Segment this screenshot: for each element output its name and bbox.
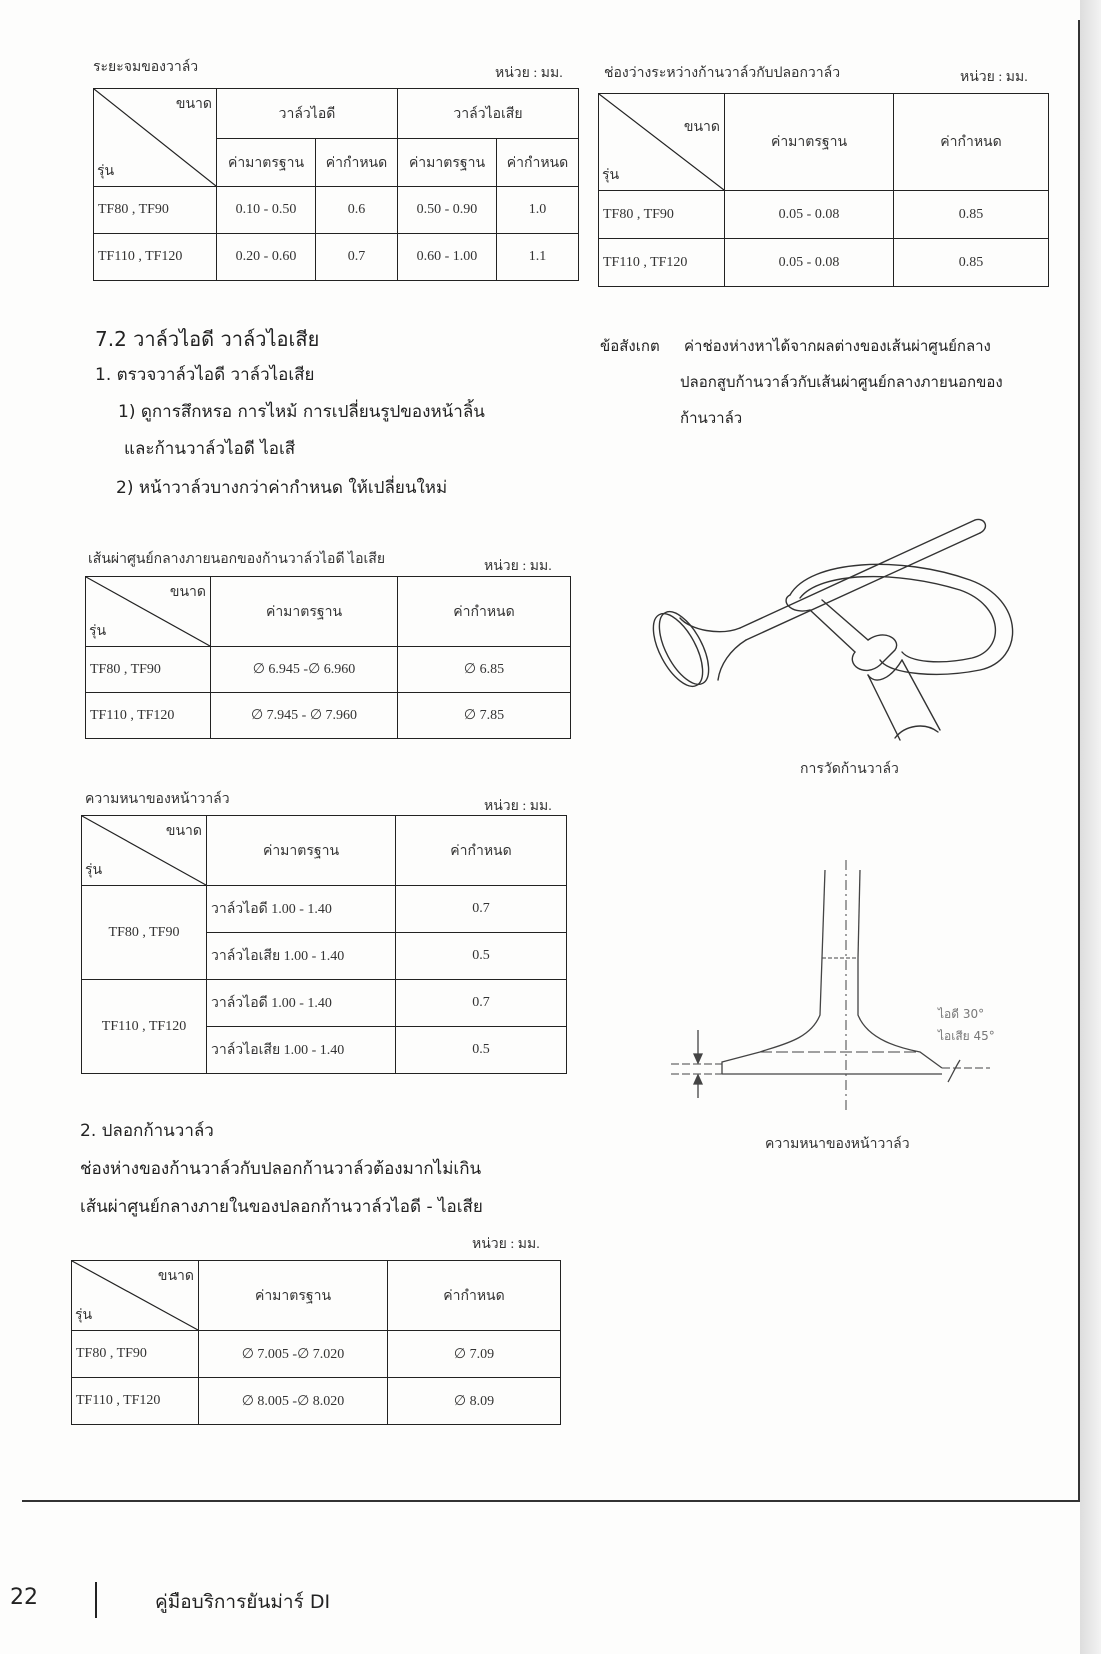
value-cell: 0.5: [396, 933, 567, 980]
model-cell: TF80 , TF90: [94, 187, 217, 234]
corner-size-label: ขนาด: [683, 120, 720, 135]
corner-cell: [82, 816, 207, 886]
value-cell: ∅ 7.945 - ∅ 7.960: [211, 693, 398, 739]
corner-cell: [599, 94, 725, 191]
value-cell: ∅ 7.005 -∅ 7.020: [199, 1331, 388, 1378]
value-cell: ∅ 6.945 -∅ 6.960: [211, 647, 398, 693]
table-row: [94, 187, 579, 234]
corner-size-label: ขนาด: [157, 1269, 194, 1284]
note-line-1: ค่าช่องห่างหาได้จากผลต่างของเส้นผ่าศูนย์กลาง: [684, 337, 991, 355]
value-cell: 0.7: [396, 886, 567, 933]
sub-header: ค่ามาตรฐาน: [217, 139, 316, 187]
value-cell: ∅ 7.09: [388, 1331, 561, 1378]
corner-model-label: รุ่น: [602, 168, 620, 183]
table-row: [599, 191, 1049, 239]
value-cell: 0.05 - 0.08: [725, 191, 894, 239]
value-cell: 0.10 - 0.50: [217, 187, 316, 234]
value-cell: 0.6: [316, 187, 398, 234]
model-cell: TF80 , TF90: [86, 647, 211, 693]
corner-cell: [72, 1261, 199, 1331]
header-limit: ค่ากำหนด: [398, 577, 571, 647]
table-row: [82, 980, 567, 1027]
value-cell: 0.85: [894, 191, 1049, 239]
section-title: 7.2 วาล์วไอดี วาล์วไอเสีย: [95, 327, 320, 351]
value-cell: 0.5: [396, 1027, 567, 1074]
table-row: [86, 647, 571, 693]
corner-model-label: รุ่น: [85, 863, 103, 878]
stem-od-table: [85, 576, 571, 739]
header-standard: ค่ามาตรฐาน: [207, 816, 396, 886]
value-cell: วาล์วไอดี 1.00 - 1.40: [207, 980, 396, 1027]
value-cell: ∅ 7.85: [398, 693, 571, 739]
header-standard: ค่ามาตรฐาน: [199, 1261, 388, 1331]
angle-exhaust-label: ไอเสีย 45°: [938, 1029, 995, 1043]
corner-model-label: รุ่น: [89, 624, 107, 639]
valve-face-thickness-caption: ความหนาของหน้าวาล์ว: [765, 1136, 910, 1152]
model-cell: TF80 , TF90: [599, 191, 725, 239]
section-item-1: 1. ตรวจวาล์วไอดี วาล์วไอเสีย: [95, 365, 315, 385]
header-standard: ค่ามาตรฐาน: [211, 577, 398, 647]
clearance-caption: ช่องว่างระหว่างก้านวาล์วกับปลอกวาล์ว: [604, 66, 841, 81]
model-cell: TF80 , TF90: [72, 1331, 199, 1378]
corner-cell: [94, 89, 217, 187]
section-item-1-2: 2) หน้าวาล์วบางกว่าค่ากำหนด ให้เปลี่ยนใหม่: [116, 478, 448, 498]
value-cell: 0.20 - 0.60: [217, 234, 316, 281]
section-item-2-text-b: เส้นผ่าศูนย์กลางภายในของปลอกก้านวาล์วไอดี - ไอเสีย: [80, 1197, 483, 1217]
value-cell: 0.05 - 0.08: [725, 239, 894, 287]
value-cell: 1.0: [496, 187, 578, 234]
valve-depth-table: [93, 88, 579, 281]
value-cell: ∅ 8.09: [388, 1378, 561, 1425]
value-cell: 0.85: [894, 239, 1049, 287]
face-thickness-table: [81, 815, 567, 1074]
corner-size-label: ขนาด: [169, 585, 206, 600]
stem-od-caption: เส้นผ่าศูนย์กลางภายนอกของก้านวาล์วไอดี ไอเสีย: [88, 552, 386, 567]
guide-id-unit: หน่วย : มม.: [472, 1237, 540, 1252]
footer-divider: [95, 1582, 97, 1618]
note-line-2: ปลอกสูบก้านวาล์วกับเส้นผ่าศูนย์กลางภายนอกของ: [680, 373, 1003, 391]
valve-face-thickness-diagram: [670, 850, 990, 1110]
value-cell: ∅ 8.005 -∅ 8.020: [199, 1378, 388, 1425]
sub-header: ค่ามาตรฐาน: [397, 139, 496, 187]
header-limit: ค่ากำหนด: [388, 1261, 561, 1331]
group-header-exhaust: วาล์วไอเสีย: [397, 89, 578, 139]
corner-model-label: รุ่น: [97, 164, 115, 179]
table-row: [94, 234, 579, 281]
clearance-unit: หน่วย : มม.: [960, 70, 1028, 85]
model-cell: TF80 , TF90: [82, 886, 207, 980]
table-row: [72, 1378, 561, 1425]
model-cell: TF110 , TF120: [599, 239, 725, 287]
clearance-table: [598, 93, 1049, 287]
value-cell: 0.7: [316, 234, 398, 281]
value-cell: 0.60 - 1.00: [397, 234, 496, 281]
note-label: ข้อสังเกต: [600, 337, 660, 355]
model-cell: TF110 , TF120: [94, 234, 217, 281]
value-cell: วาล์วไอดี 1.00 - 1.40: [207, 886, 396, 933]
model-cell: TF110 , TF120: [72, 1378, 199, 1425]
corner-cell: [86, 577, 211, 647]
section-item-2-text-a: ช่องห่างของก้านวาล์วกับปลอกก้านวาล์วต้องมากไม่เกิน: [80, 1159, 482, 1179]
value-cell: วาล์วไอเสีย 1.00 - 1.40: [207, 1027, 396, 1074]
model-cell: TF110 , TF120: [82, 980, 207, 1074]
sub-header: ค่ากำหนด: [316, 139, 398, 187]
value-cell: 0.7: [396, 980, 567, 1027]
value-cell: 0.50 - 0.90: [397, 187, 496, 234]
header-limit: ค่ากำหนด: [894, 94, 1049, 191]
stem-od-unit: หน่วย : มม.: [484, 559, 552, 574]
scan-edge: [1080, 0, 1101, 1654]
page-number: 22: [10, 1585, 38, 1610]
table-row: [86, 693, 571, 739]
guide-id-table: [71, 1260, 561, 1425]
group-header-intake: วาล์วไอดี: [217, 89, 398, 139]
corner-size-label: ขนาด: [175, 97, 212, 112]
note-line-3: ก้านวาล์ว: [680, 409, 743, 427]
stem-measurement-caption: การวัดก้านวาล์ว: [800, 761, 899, 777]
header-limit: ค่ากำหนด: [396, 816, 567, 886]
manual-title: คู่มือบริการยันม่าร์ DI: [155, 1591, 331, 1613]
stem-measurement-illustration: [640, 500, 1020, 750]
valve-depth-unit: หน่วย : มม.: [495, 66, 563, 81]
valve-depth-caption: ระยะจมของวาล์ว: [93, 60, 199, 75]
model-cell: TF110 , TF120: [86, 693, 211, 739]
value-cell: 1.1: [496, 234, 578, 281]
table-row: [82, 886, 567, 933]
header-standard: ค่ามาตรฐาน: [725, 94, 894, 191]
section-item-2: 2. ปลอกก้านวาล์ว: [80, 1121, 214, 1141]
angle-intake-label: ไอดี 30°: [938, 1007, 985, 1021]
section-item-1-1a: 1) ดูการสึกหรอ การไหม้ การเปลี่ยนรูปของหน้าลิ้น: [118, 402, 485, 422]
face-thickness-unit: หน่วย : มม.: [484, 799, 552, 814]
face-thickness-caption: ความหนาของหน้าวาล์ว: [85, 792, 230, 807]
table-row: [72, 1331, 561, 1378]
value-cell: ∅ 6.85: [398, 647, 571, 693]
value-cell: วาล์วไอเสีย 1.00 - 1.40: [207, 933, 396, 980]
corner-size-label: ขนาด: [165, 824, 202, 839]
sub-header: ค่ากำหนด: [496, 139, 578, 187]
section-item-1-1b: และก้านวาล์วไอดี ไอเสี: [124, 439, 296, 459]
table-row: [599, 239, 1049, 287]
corner-model-label: รุ่น: [75, 1308, 93, 1323]
